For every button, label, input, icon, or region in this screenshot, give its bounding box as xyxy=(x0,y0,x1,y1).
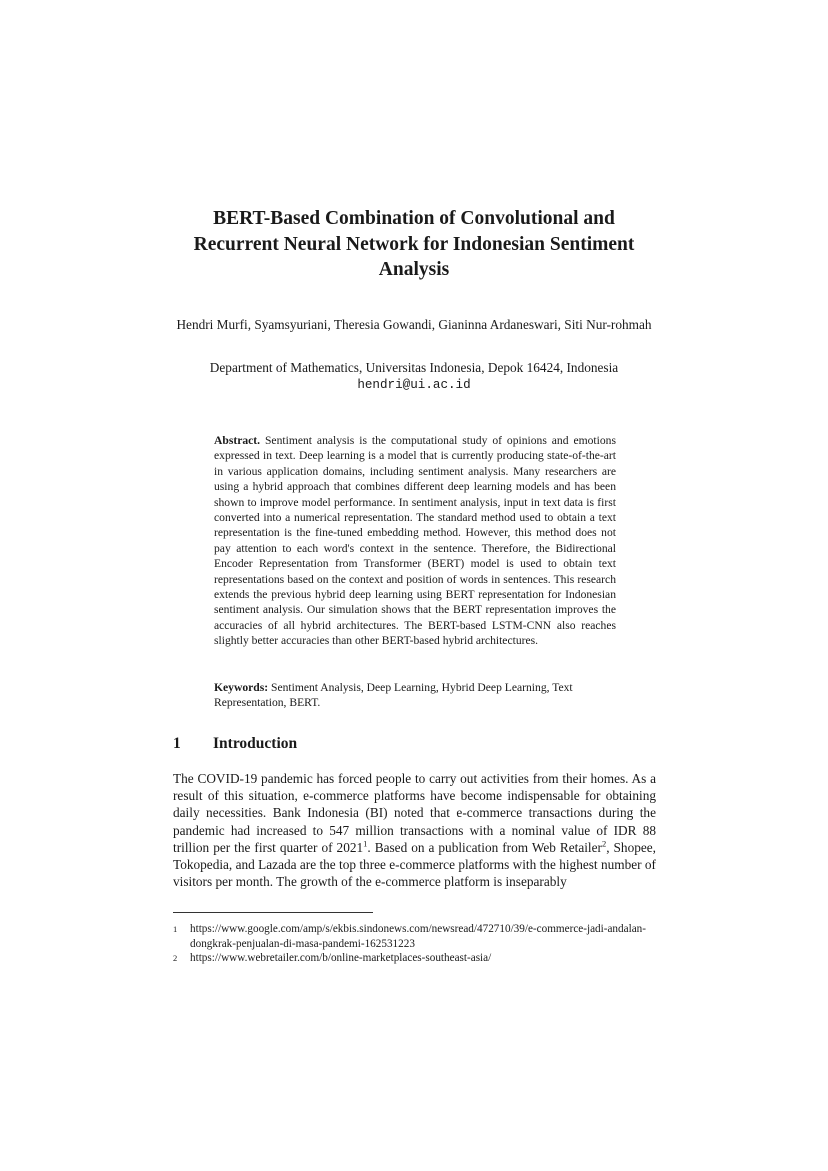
abstract-label: Abstract. xyxy=(214,434,261,447)
affiliation: Department of Mathematics, Universitas Indonesia, Depok 16424, Indonesia xyxy=(209,360,619,375)
intro-text-3: , Shopee, Tokopedia, and Lazada are the top three e-commerce platforms with the highest number of visitors per month. The growth of the e-commerce platform is inseparably xyxy=(173,839,657,890)
introduction-paragraph xyxy=(173,770,656,890)
keywords-label: Keywords: xyxy=(214,681,269,694)
paper-title: BERT-Based Combination of Convolutional and Recurrent Neural Network for Indonesian Sentiment Analysis xyxy=(193,208,635,280)
abstract-text: Sentiment analysis is the computational study of opinions and emotions expressed in text. Deep learning is a model that is currently producing state-of-the-art in various application domains, including sentiment analysis. Many researchers are using a hybrid approach that combines different deep learning models and has been shown to improve model performance. In sentiment analysis, input in text data is first converted into a numerical representation. The standard method used to obtain a text representation is the fine-tuned embedding method. However, this method does not pay attention to each word's context in the sentence. Therefore, the Bidirectional Encoder Representation from Transformer (BERT) model is used to obtain text representations based on the context and position of words in sentences. This research extends the previous hybrid deep learning using BERT representation for Indonesian sentiment analysis. Our simulation shows that the BERT representation improves the accuracies of all hybrid architectures. The BERT-based LSTM-CNN also reaches slightly better accuracies than other BERT-based hybrid architectures. xyxy=(214,434,616,648)
footnote-number: 2 xyxy=(173,953,178,963)
author-list: Hendri Murfi, Syamsyuriani, Theresia Gowandi, Gianinna Ardaneswari, Siti Nur-rohmah xyxy=(176,317,652,332)
author-email[interactable]: hendri@ui.ac.id xyxy=(357,377,471,392)
section-number: 1 xyxy=(173,735,181,752)
keywords-text: Sentiment Analysis, Deep Learning, Hybrid Deep Learning, Text Representation, BERT. xyxy=(214,681,573,710)
intro-text-2: . Based on a publication from Web Retailer xyxy=(367,839,602,855)
footnote-divider xyxy=(173,912,373,913)
footnote-1 xyxy=(173,922,656,951)
footnote-ref-2[interactable]: 2 xyxy=(601,838,607,849)
footnote-ref-1[interactable]: 1 xyxy=(363,838,368,849)
footnote-link[interactable]: https://www.webretailer.com/b/online-marketplaces-southeast-asia/ xyxy=(190,952,492,964)
footnote-number: 1 xyxy=(173,924,178,934)
section-heading-introduction xyxy=(173,735,297,753)
affiliation-block xyxy=(170,360,658,393)
abstract xyxy=(214,433,616,649)
intro-text-1: The COVID-19 pandemic has forced people to carry out activities from their homes. As a result of this situation, e-commerce platforms have become indispensable for obtaining daily necessities. Bank Indonesia (BI) noted that e-commerce transactions during the pandemic had increased to 547 million transactions with a nominal value of IDR 88 trillion per the first quarter of 2021 xyxy=(173,771,656,855)
section-title: Introduction xyxy=(213,735,298,752)
footnote-link[interactable]: https://www.google.com/amp/s/ekbis.sindonews.com/newsread/472710/39/e-commerce-jadi-andalan-dongkrak-penjualan-di-masa-pandemi-162531223 xyxy=(190,923,646,950)
footnote-2 xyxy=(173,951,656,966)
keywords xyxy=(214,680,616,711)
